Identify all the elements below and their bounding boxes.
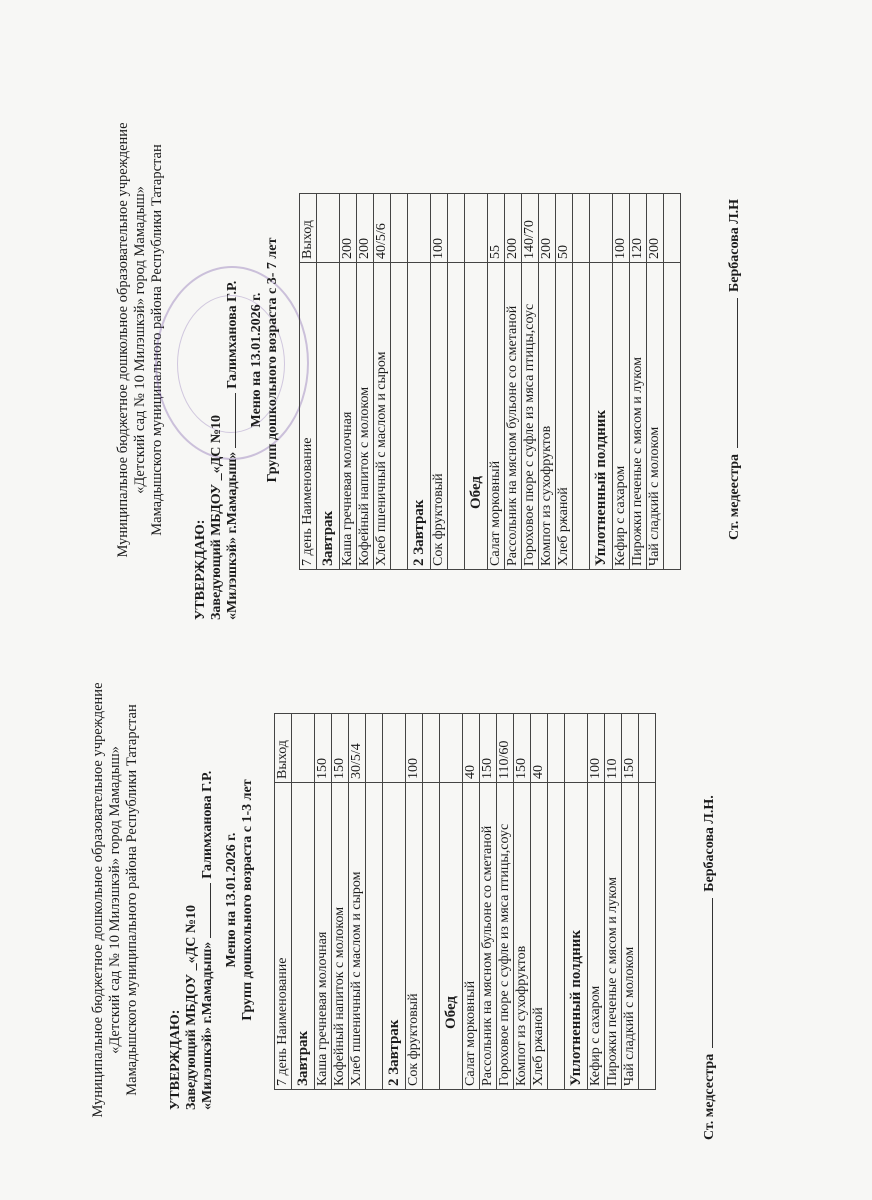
dish-output: 150 [332, 714, 349, 783]
table-row [332, 714, 349, 1090]
dish-output: 40/5/6 [374, 194, 391, 263]
dish-output: 140/70 [522, 194, 539, 263]
signature [210, 883, 211, 938]
dish-output: 200 [647, 194, 664, 263]
dish-output: 55 [488, 194, 505, 263]
dish-output: 120 [630, 194, 647, 263]
dish-name: Гороховое пюре с суфле из мяса птицы,соус [497, 783, 514, 1090]
approve-place: «Милэшкэй» г.Мамадыш» [225, 451, 240, 620]
dish-name: Пирожки печеные с мясом и луком [605, 783, 622, 1090]
menu-date: Меню на 13.01.2026 г. [224, 832, 239, 968]
dish-name: Чай сладкий с молоком [647, 263, 664, 570]
section-row [292, 714, 315, 1090]
table-row [488, 194, 505, 570]
dish-output: 50 [556, 194, 573, 263]
dish-name: Компот из сухофруктов [514, 783, 531, 1090]
menu-table [274, 713, 656, 1090]
org-line-1: Муниципальное бюджетное дошкольное образовательное учреждение [115, 122, 131, 558]
menu-date: Меню на 13.01.2026 г. [249, 292, 264, 428]
menu-group: Групп дошкольного возраста с 3- 7 лет [265, 237, 280, 483]
table-row [463, 714, 480, 1090]
approval-block [193, 281, 241, 620]
dish-output: 150 [315, 714, 332, 783]
approve-position: Заведующий МБДОУ _«ДС №10 [184, 905, 199, 1110]
dish-name: Кофейный напиток с молоком [357, 263, 374, 570]
dish-name: Хлеб пшеничный с маслом и сыром [374, 263, 391, 570]
dish-output: 40 [531, 714, 548, 783]
dish-output: 200 [340, 194, 357, 263]
approve-label: УТВЕРЖДАЮ: [168, 1009, 183, 1110]
org-line-2: «Детский сад № 10 Милэшкэй» город Мамадыш» [107, 746, 123, 1054]
table-row [497, 714, 514, 1090]
approve-place: «Милэшкэй» г.Мамадыш» [200, 941, 215, 1110]
section-row [317, 194, 340, 570]
col-header-out: Выход [275, 714, 292, 783]
section-row [565, 714, 588, 1090]
dish-output: 40 [463, 714, 480, 783]
table-row [505, 194, 522, 570]
dish-name: Рассольник на мясном бульоне со сметаной [505, 263, 522, 570]
dish-output: 200 [539, 194, 556, 263]
section-title: Обед [465, 263, 488, 570]
org-line-2: «Детский сад № 10 Милэшкэй» город Мамадыш» [132, 186, 148, 494]
table-row [340, 194, 357, 570]
section-title: Завтрак [317, 263, 340, 570]
nurse-signature [702, 795, 718, 1140]
signature-line [712, 898, 713, 1048]
table-row [531, 714, 548, 1090]
menu-title [249, 100, 281, 620]
section-title: 2 Завтрак [383, 783, 406, 1090]
dish-output: 100 [588, 714, 605, 783]
dish-name: Кефир с сахаром [613, 263, 630, 570]
table-header-row [300, 194, 317, 570]
dish-output: 200 [505, 194, 522, 263]
section-row [383, 714, 406, 1090]
dish-name: Чай сладкий с молоком [622, 783, 639, 1090]
table-row [374, 194, 391, 570]
dish-name: Пирожки печеные с мясом и луком [630, 263, 647, 570]
dish-name: Гороховое пюре с суфле из мяса птицы,соус [522, 263, 539, 570]
dish-output: 110/60 [497, 714, 514, 783]
org-line-3: Мамадышского муниципального района Республики Татарстан [124, 704, 140, 1096]
approval-block [168, 771, 216, 1110]
section-row [465, 194, 488, 570]
col-header-name: 7 день Наименование [275, 783, 292, 1090]
menu-title [224, 640, 256, 1160]
dish-name: Хлеб ржаной [531, 783, 548, 1090]
dish-output: 100 [613, 194, 630, 263]
table-header-row [275, 714, 292, 1090]
table-row [357, 194, 374, 570]
nurse-label: Ст. медеестра [727, 453, 742, 540]
table-row [431, 194, 448, 570]
approve-position: Заведующий МБДОУ _«ДС №10 [209, 415, 224, 620]
menu-panel-3-7 [115, 60, 795, 620]
table-row [514, 714, 531, 1090]
dish-output: 150 [622, 714, 639, 783]
approve-head-name: Галимханова Г.Р. [225, 280, 240, 389]
signature-line [737, 298, 738, 448]
dish-output: 200 [357, 194, 374, 263]
dish-name: Рассольник на мясном бульоне со сметаной [480, 783, 497, 1090]
signature [235, 393, 236, 448]
section-title: 2 Завтрак [408, 263, 431, 570]
table-row [522, 194, 539, 570]
dish-name: Компот из сухофруктов [539, 263, 556, 570]
table-row [480, 714, 497, 1090]
dish-output: 30/5/4 [349, 714, 366, 783]
dish-name: Сок фруктовый [406, 783, 423, 1090]
col-header-name: 7 день Наименование [300, 263, 317, 570]
org-header [90, 620, 141, 1180]
approve-label: УТВЕРЖДАЮ: [193, 519, 208, 620]
dish-name: Салат морковный [463, 783, 480, 1090]
table-row [622, 714, 639, 1090]
table-row [605, 714, 622, 1090]
table-row [406, 714, 423, 1090]
section-title: Обед [440, 783, 463, 1090]
dish-name: Кефир с сахаром [588, 783, 605, 1090]
dish-output: 150 [480, 714, 497, 783]
section-title: Уплотненный полдник [565, 783, 588, 1090]
nurse-name: Бербасова Л.Н. [702, 795, 717, 892]
table-row [349, 714, 366, 1090]
org-line-1: Муниципальное бюджетное дошкольное образовательное учреждение [90, 682, 106, 1118]
table-row [647, 194, 664, 570]
nurse-label: Ст. медсестра [702, 1053, 717, 1140]
org-line-3: Мамадышского муниципального района Республики Татарстан [149, 144, 165, 536]
dish-name: Салат морковный [488, 263, 505, 570]
dish-name: Каша гречневая молочная [340, 263, 357, 570]
table-row [630, 194, 647, 570]
section-row [440, 714, 463, 1090]
nurse-name: Бербасова Л.Н [727, 198, 742, 292]
menu-table [299, 193, 681, 570]
dish-output: 100 [431, 194, 448, 263]
dish-output: 110 [605, 714, 622, 783]
dish-name: Сок фруктовый [431, 263, 448, 570]
menu-group: Групп дошкольного возраста с 1-3 лет [240, 779, 255, 1021]
dish-name: Хлеб ржаной [556, 263, 573, 570]
table-row [588, 714, 605, 1090]
col-header-out: Выход [300, 194, 317, 263]
nurse-signature [727, 199, 743, 540]
section-row [590, 194, 613, 570]
table-row [539, 194, 556, 570]
dish-name: Кофейный напиток с молоком [332, 783, 349, 1090]
dish-name: Каша гречневая молочная [315, 783, 332, 1090]
dish-name: Хлеб пшеничный с маслом и сыром [349, 783, 366, 1090]
dish-output: 100 [406, 714, 423, 783]
approve-head-name: Галимханова Г.Р. [200, 770, 215, 879]
table-row [315, 714, 332, 1090]
section-row [408, 194, 431, 570]
section-title: Уплотненный полдник [590, 263, 613, 570]
dish-output: 150 [514, 714, 531, 783]
table-row [556, 194, 573, 570]
section-title: Завтрак [292, 783, 315, 1090]
table-row [613, 194, 630, 570]
